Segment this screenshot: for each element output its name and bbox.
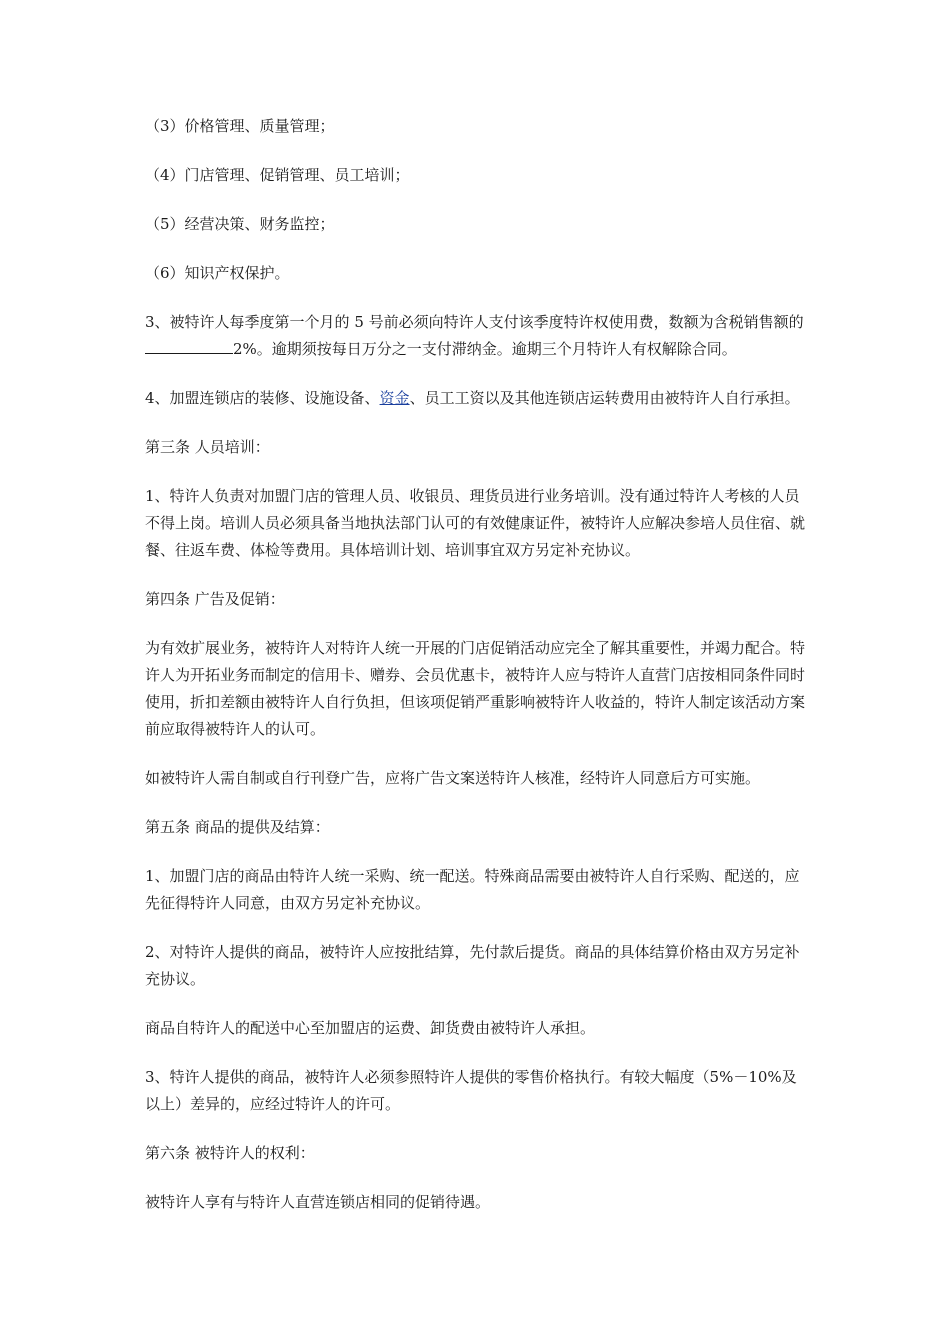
article-5-paragraph-1: 1、加盟门店的商品由特许人统一采购、统一配送。特殊商品需要由被特许人自行采购、配送的，应先征得特许人同意，由双方另定补充协议。 (145, 867, 800, 912)
fee-text-2: 2%。逾期须按每日万分之一支付滞纳金。逾期三个月特许人有权解除合同。 (233, 340, 737, 358)
article-3-heading: 第三条 人员培训： (145, 438, 270, 456)
article-4-paragraph-2: 如被特许人需自制或自行刊登广告，应将广告文案送特许人核准，经特许人同意后方可实施。 (145, 769, 761, 787)
article-5-paragraph-4: 3、特许人提供的商品，被特许人必须参照特许人提供的零售价格执行。有较大幅度（5%－10%及以上）差异的，应经过特许人的许可。 (145, 1068, 797, 1113)
list-item-6: （6）知识产权保护。 (145, 264, 290, 282)
article-4-paragraph-1: 为有效扩展业务，被特许人对特许人统一开展的门店促销活动应完全了解其重要性，并竭力配合。特许人为开拓业务而制定的信用卡、赠券、会员优惠卡，被特许人应与特许人直营门店按相同条件同时使用，折扣差额由被特许人自行负担，但该项促销严重影响被特许人收益的，特许人制定该活动方案前应取得被特许人的认可。 (145, 639, 806, 738)
article-5-heading: 第五条 商品的提供及结算： (145, 818, 330, 836)
fee-text-1: 3、被特许人每季度第一个月的 5 号前必须向特许人支付该季度特许权使用费，数额为含税销售额的 (145, 313, 804, 331)
paragraph-fee (145, 309, 810, 363)
costs-text-1: 4、加盟连锁店的装修、设施设备、 (145, 389, 380, 407)
article-5-paragraph-3: 商品自特许人的配送中心至加盟店的运费、卸货费由被特许人承担。 (145, 1019, 596, 1037)
article-6-heading: 第六条 被特许人的权利： (145, 1144, 315, 1162)
list-item-5: （5）经营决策、财务监控； (145, 215, 335, 233)
document-page (145, 113, 810, 1238)
article-3-paragraph: 1、特许人负责对加盟门店的管理人员、收银员、理货员进行业务培训。没有通过特许人考核的人员不得上岗。培训人员必须具备当地执法部门认可的有效健康证件，被特许人应解决参培人员住宿、就餐、往返车费、体检等费用。具体培训计划、培训事宜双方另定补充协议。 (145, 487, 806, 559)
costs-text-2: 、员工工资以及其他连锁店运转费用由被特许人自行承担。 (409, 389, 800, 407)
funds-link[interactable]: 资金 (379, 389, 410, 407)
list-item-3: （3）价格管理、质量管理； (145, 117, 335, 135)
article-4-heading: 第四条 广告及促销： (145, 590, 285, 608)
article-5-paragraph-2: 2、对特许人提供的商品，被特许人应按批结算，先付款后提货。商品的具体结算价格由双方另定补充协议。 (145, 943, 800, 988)
list-item-4: （4）门店管理、促销管理、员工培训； (145, 166, 410, 184)
paragraph-costs (145, 385, 810, 412)
article-6-paragraph: 被特许人享有与特许人直营连锁店相同的促销待遇。 (145, 1193, 491, 1211)
fill-in-blank (145, 339, 233, 354)
